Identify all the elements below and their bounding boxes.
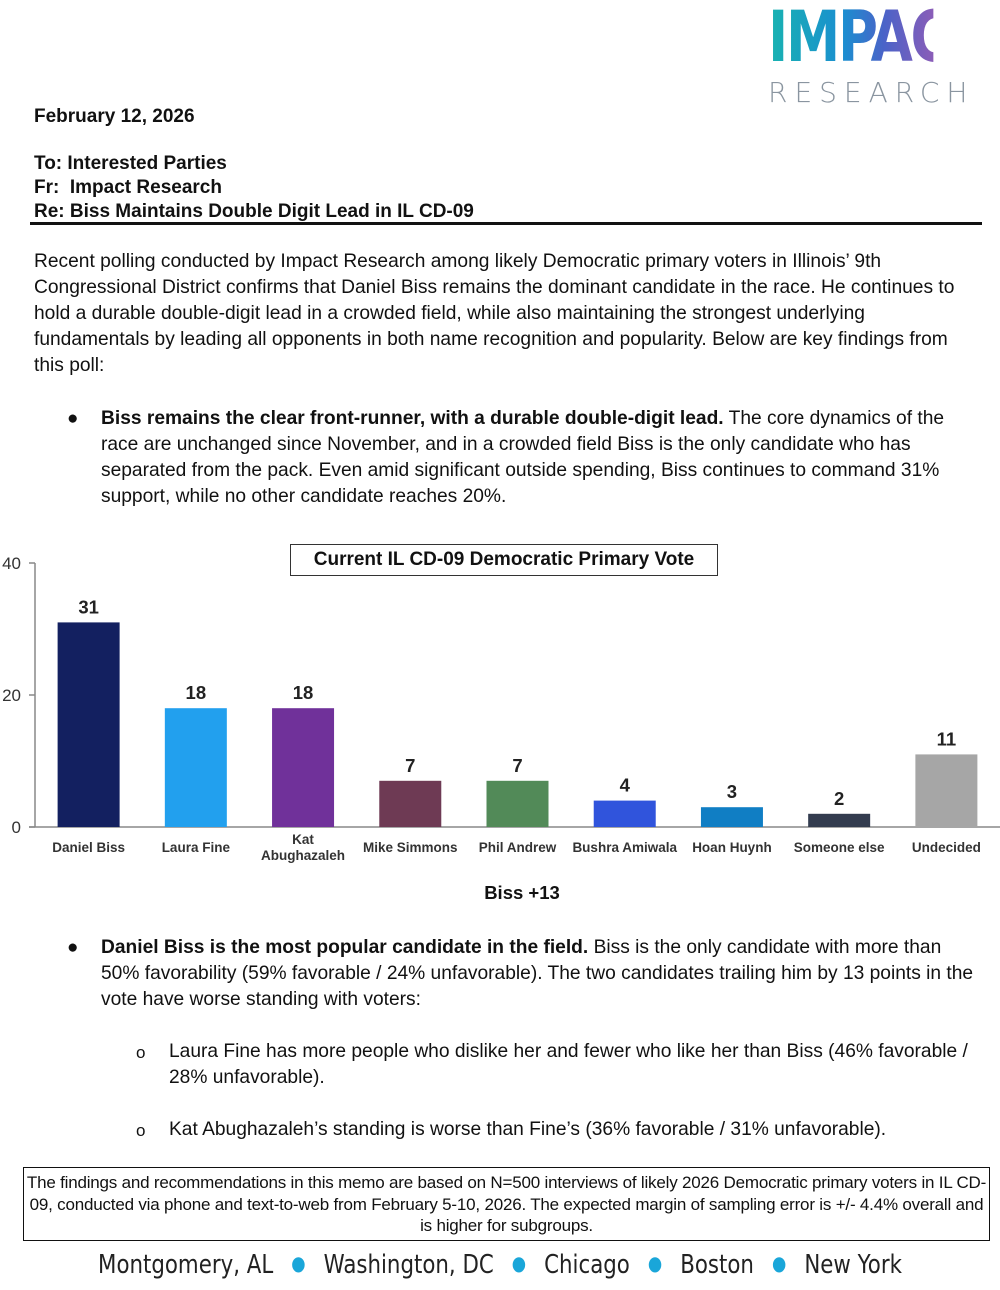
data-label: 18	[292, 682, 314, 704]
memo-subject: Re: Biss Maintains Double Digit Lead in IL CD-09	[34, 201, 474, 222]
memo-header	[34, 152, 474, 224]
data-label: 7	[405, 754, 416, 776]
category-label: Phil Andrew	[478, 840, 557, 855]
data-label: 31	[78, 596, 99, 618]
methodology-box: The findings and recommendations in this memo are based on N=500 interviews of likely 2026 Democratic primary voters in IL CD-09, conducted via phone and text-to-web from February 5-10, 2026. The expected margin of sampling error is +/- 4.4% overall and is higher for subgroups.	[23, 1167, 990, 1241]
memo-from: Fr: Impact Research	[34, 177, 222, 198]
data-label: 11	[936, 728, 957, 750]
category-label: Undecided	[911, 840, 981, 855]
office-location: Chicago	[544, 1250, 630, 1280]
logo-wordmark-research: RESEARCH	[768, 76, 975, 109]
bar-laura-fine	[165, 708, 227, 827]
logo-wordmark-impact: IMPACT	[768, 0, 984, 78]
chart-subtitle: Biss +13	[484, 882, 560, 903]
sub-bullet-icon: o	[136, 1121, 146, 1140]
separator-dot-icon: ●	[771, 1251, 787, 1275]
intro-paragraph: Recent polling conducted by Impact Research among likely Democratic primary voters in Illinois’ 9th Congressional District confirms that Daniel Biss remains the dominant candidate in the race. He continues to hold a durable double-digit lead in a crowded field, while also maintaining the strongest underlying fundamentals by leading all opponents in both name recognition and popularity. Below are key findings from this poll:	[34, 251, 955, 376]
category-label: Someone else	[793, 840, 885, 855]
bar-someone-else	[808, 814, 870, 827]
y-tick-label: 0	[11, 818, 21, 837]
sub-bullet-text: Laura Fine has more people who dislike her and fewer who like her than Biss (46% favorable / 28% unfavorable).	[169, 1041, 968, 1088]
finding-text: The core dynamics of the race are unchanged since November, and in a crowded field Biss is the only candidate who has separated from the pack. Even amid significant outside spending, Biss continues to command 31% support, while no other candidate reaches 20%.	[101, 408, 945, 507]
bar-hoan-huynh	[701, 807, 763, 827]
office-location: Washington, DC	[323, 1250, 494, 1280]
data-label: 7	[512, 754, 523, 776]
data-label: 4	[619, 774, 630, 796]
memo-to: To: Interested Parties	[34, 153, 227, 174]
bar-kat-abughazaleh	[272, 708, 334, 827]
bullet-icon: ●	[67, 408, 79, 429]
finding-heading: Biss remains the clear front-runner, with a durable double-digit lead.	[101, 408, 724, 429]
data-label: 2	[834, 787, 845, 809]
finding-bullet	[67, 935, 981, 1013]
bar-daniel-biss	[58, 622, 120, 827]
sub-bullet	[136, 1039, 969, 1091]
bullet-icon: ●	[67, 937, 79, 958]
chart-title: Current IL CD-09 Democratic Primary Vote	[290, 544, 718, 576]
finding-bullet	[67, 406, 981, 510]
category-label: Abughazaleh	[261, 848, 346, 863]
office-location: Boston	[680, 1250, 754, 1280]
separator-dot-icon: ●	[647, 1251, 663, 1275]
sub-bullet-text: Kat Abughazaleh’s standing is worse than Fine’s (36% favorable / 31% unfavorable).	[169, 1119, 887, 1140]
sub-bullet-icon: o	[136, 1043, 146, 1062]
data-label: 18	[185, 682, 207, 704]
office-location: New York	[804, 1250, 902, 1280]
category-label: Daniel Biss	[52, 840, 126, 855]
category-label: Kat	[292, 832, 314, 847]
sub-bullet	[136, 1117, 969, 1143]
finding-text: Biss is the only candidate with more than 50% favorability (59% favorable / 24% unfavorable). The two candidates trailing him by 13 points in the vote have worse standing with voters:	[101, 937, 974, 1010]
bar-bushra-amiwala	[594, 801, 656, 827]
impact-research-logo	[768, 0, 984, 109]
category-label: Laura Fine	[161, 840, 230, 855]
category-label: Bushra Amiwala	[572, 840, 677, 855]
office-locations-footer	[90, 1250, 910, 1280]
category-label: Mike Simmons	[363, 840, 458, 855]
office-location: Montgomery, AL	[98, 1250, 274, 1280]
separator-dot-icon: ●	[511, 1251, 527, 1275]
bar-undecided	[915, 754, 977, 827]
y-tick-label: 20	[2, 686, 21, 705]
separator-dot-icon: ●	[291, 1251, 306, 1275]
bar-phil-andrew	[487, 781, 549, 827]
header-divider	[30, 222, 982, 225]
finding-heading: Daniel Biss is the most popular candidate in the field.	[101, 937, 589, 958]
primary-vote-bar-chart	[0, 540, 1000, 910]
category-label: Hoan Huynh	[692, 840, 772, 855]
y-tick-label: 40	[2, 554, 21, 573]
data-label: 3	[726, 781, 738, 803]
memo-date: February 12, 2026	[34, 106, 195, 127]
bar-mike-simmons	[379, 781, 441, 827]
